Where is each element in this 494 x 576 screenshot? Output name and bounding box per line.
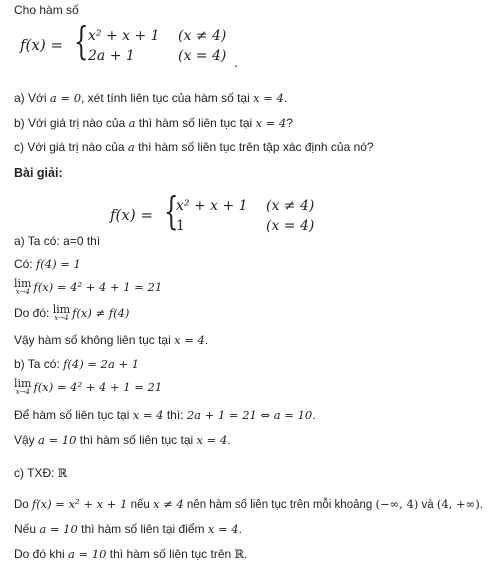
intro-text: Cho hàm số (14, 3, 79, 17)
c-line4: Do đó khi a = 10 thì hàm số liên tục trên ℝ. (14, 547, 248, 561)
a-line2: Có: f(4) = 1 (14, 257, 81, 271)
a-line3: lim x→4 f(x) = 4² + 4 + 1 = 21 (14, 277, 163, 296)
c-line3: Nếu a = 10 thì hàm số liên tại điểm x = 4. (14, 522, 242, 536)
limit-operator: lim x→4 (14, 377, 32, 396)
f1-case2-expr: 2a + 1 (88, 48, 135, 64)
question-a: a) Với a = 0, xét tính liên tục của hàm số tại x = 4. (14, 91, 288, 105)
f2-case1-expr: x² + x + 1 (176, 198, 248, 214)
a-line5: Vậy hàm số không liên tục tại x = 4. (14, 333, 209, 347)
b-line4: Vậy a = 10 thì hàm số liên tục tại x = 4. (14, 433, 231, 447)
f1-case1-cond: (x ≠ 4) (178, 28, 227, 44)
f1-trail: . (234, 56, 238, 70)
solution-title: Bài giải: (14, 166, 63, 180)
f1-case1-expr: x² + x + 1 (88, 28, 160, 44)
f2-brace: { (164, 189, 179, 233)
question-b: b) Với giá trị nào của a thì hàm số liên tục tại x = 4? (14, 116, 293, 130)
question-c: c) Với giá trị nào của a thì hàm số liên tục trên tập xác định của nó? (14, 140, 374, 154)
f1-lhs: f(x) = (20, 36, 64, 54)
b-line3: Để hàm số liên tục tại x = 4 thì: 2a + 1 = 21 ⇔ a = 10. (14, 408, 316, 422)
a-line1: a) Ta có: a=0 thì (14, 234, 101, 248)
f2-case2-cond: (x = 4) (266, 218, 315, 234)
b-line2: lim x→4 f(x) = 4² + 4 + 1 = 21 (14, 377, 163, 396)
limit-operator: lim x→4 (52, 303, 71, 322)
c-line2: Do f(x) = x² + x + 1 nếu x ≠ 4 nên hàm số liên tục trên mỗi khoảng (−∞, 4) và (4, +∞). (14, 497, 483, 511)
b-line1: b) Ta có: f(4) = 2a + 1 (14, 357, 140, 371)
a-line4: Do đó: lim x→4 f(x) ≠ f(4) (14, 303, 130, 322)
limit-operator: lim x→4 (14, 277, 32, 296)
f2-case1-cond: (x ≠ 4) (266, 198, 315, 214)
f2-lhs: f(x) = (110, 206, 154, 224)
c-line1: c) TXĐ: ℝ (14, 466, 68, 480)
f1-case2-cond: (x = 4) (178, 48, 227, 64)
f2-case2-expr: 1 (176, 218, 185, 234)
f1-brace: { (74, 19, 89, 63)
